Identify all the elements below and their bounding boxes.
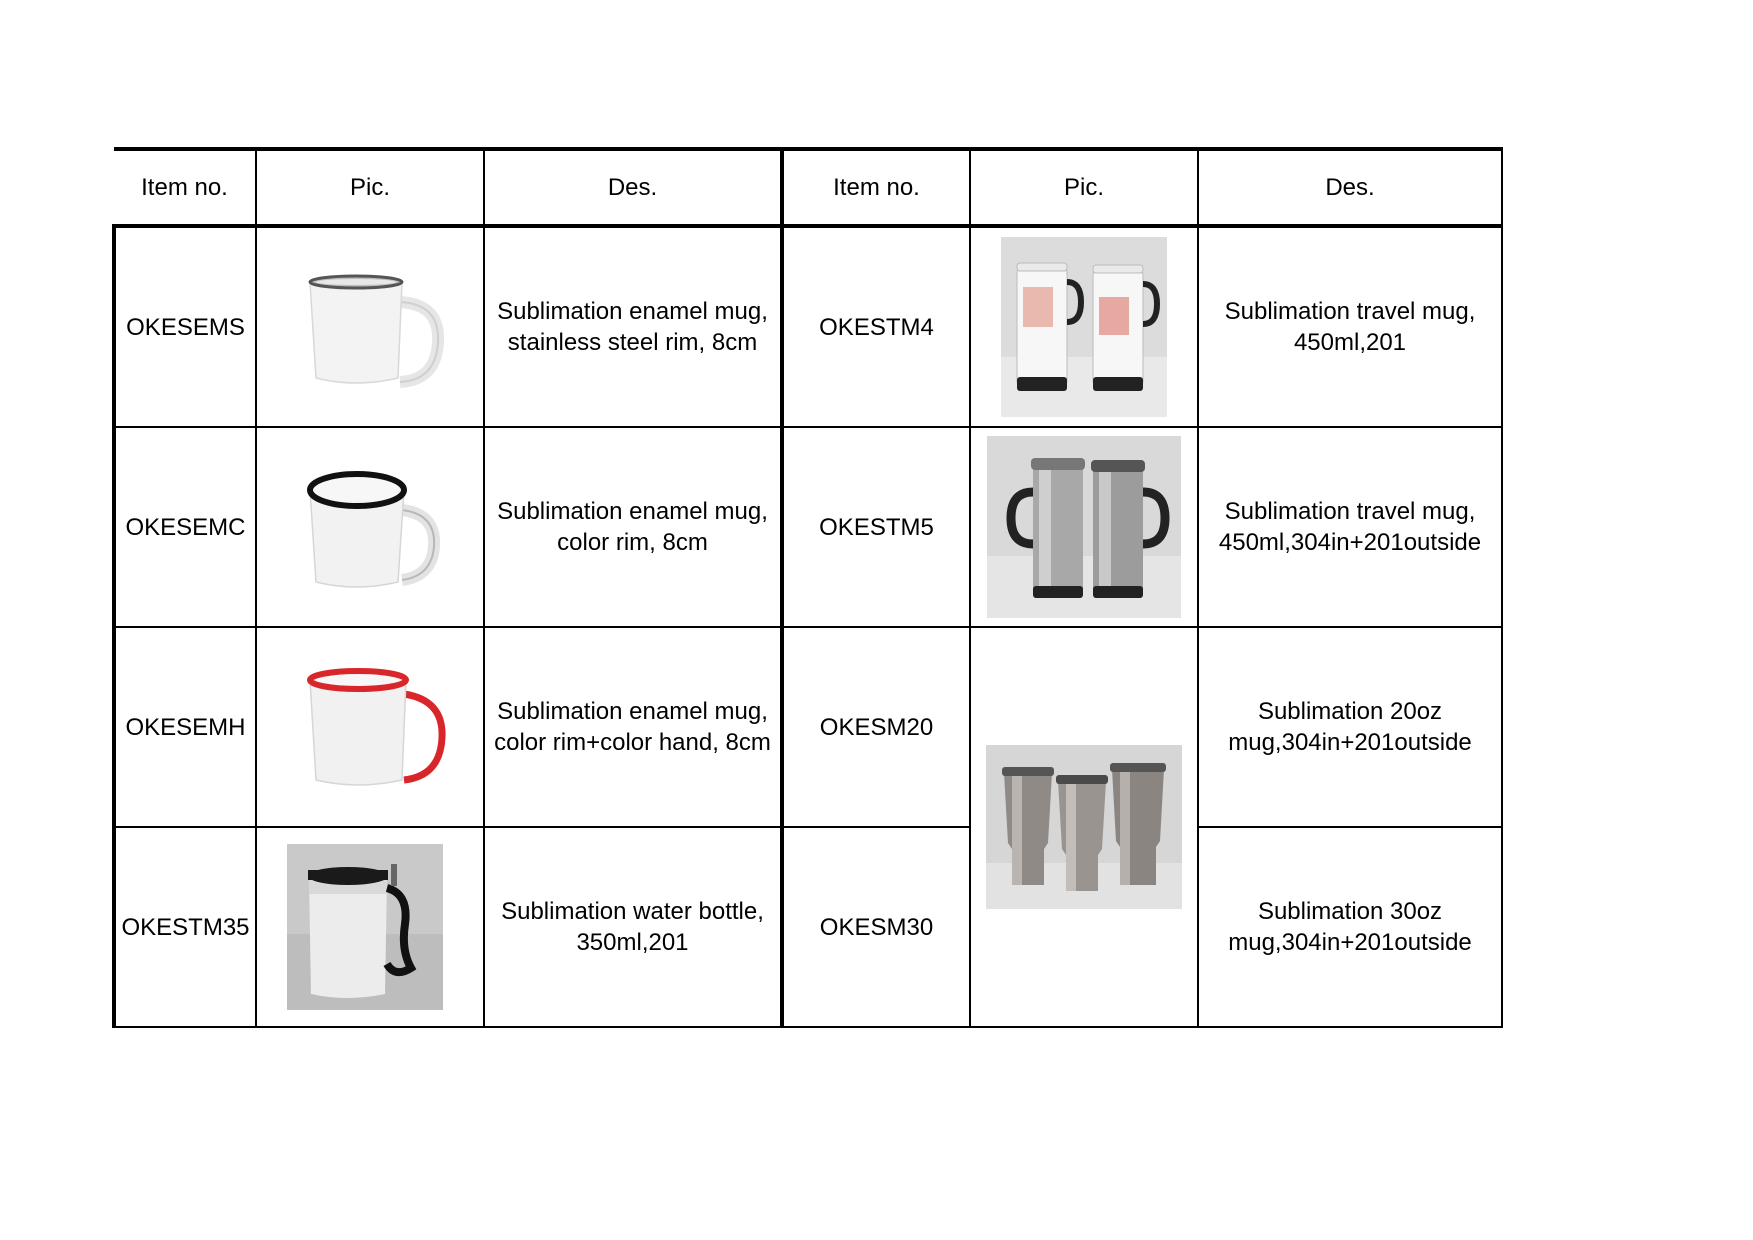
header-item-no: Item no.	[114, 149, 256, 226]
product-picture-cell	[256, 427, 484, 627]
product-description-cell: Sublimation 20oz mug,304in+201outside	[1198, 627, 1502, 827]
product-table-sheet	[112, 147, 1500, 1033]
product-picture-cell	[256, 226, 484, 427]
item-number-cell: OKESEMC	[114, 427, 256, 627]
product-picture-cell	[970, 427, 1198, 627]
table-row	[114, 226, 1502, 427]
product-picture-cell	[256, 627, 484, 827]
header-pic-2: Pic.	[970, 149, 1198, 226]
item-number-cell: OKESEMH	[114, 627, 256, 827]
enamel-mug-steel-rim-image	[290, 252, 450, 402]
item-number-cell: OKESTM5	[782, 427, 970, 627]
enamel-mug-red-rim-handle-image	[290, 652, 450, 802]
table-row	[114, 427, 1502, 627]
product-description-cell: Sublimation enamel mug, color rim, 8cm	[484, 427, 782, 627]
header-des-2: Des.	[1198, 149, 1502, 226]
item-number-cell: OKESTM35	[114, 827, 256, 1027]
item-number-cell: OKESM30	[782, 827, 970, 1027]
steel-travel-mugs-image	[987, 436, 1181, 618]
water-bottle-mug-carabiner-image	[287, 844, 443, 1010]
product-table	[112, 147, 1503, 1028]
header-pic: Pic.	[256, 149, 484, 226]
item-number-cell: OKESEMS	[114, 226, 256, 427]
product-description-cell: Sublimation enamel mug, stainless steel rim, 8cm	[484, 226, 782, 427]
table-row	[114, 827, 1502, 1027]
item-number-cell: OKESTM4	[782, 226, 970, 427]
product-description-cell: Sublimation enamel mug, color rim+color hand, 8cm	[484, 627, 782, 827]
table-row	[114, 627, 1502, 827]
table-header-row	[114, 149, 1502, 226]
product-description-cell: Sublimation travel mug, 450ml,304in+201outside	[1198, 427, 1502, 627]
product-description-cell: Sublimation water bottle, 350ml,201	[484, 827, 782, 1027]
white-travel-mugs-image	[1001, 237, 1167, 417]
steel-tumblers-image	[986, 745, 1182, 909]
product-description-cell: Sublimation travel mug, 450ml,201	[1198, 226, 1502, 427]
header-des: Des.	[484, 149, 782, 226]
item-number-cell: OKESM20	[782, 627, 970, 827]
product-description-cell: Sublimation 30oz mug,304in+201outside	[1198, 827, 1502, 1027]
header-item-no-2: Item no.	[782, 149, 970, 226]
product-picture-cell	[970, 226, 1198, 427]
product-picture-cell	[970, 627, 1198, 1027]
enamel-mug-black-rim-image	[290, 452, 450, 602]
product-picture-cell	[256, 827, 484, 1027]
